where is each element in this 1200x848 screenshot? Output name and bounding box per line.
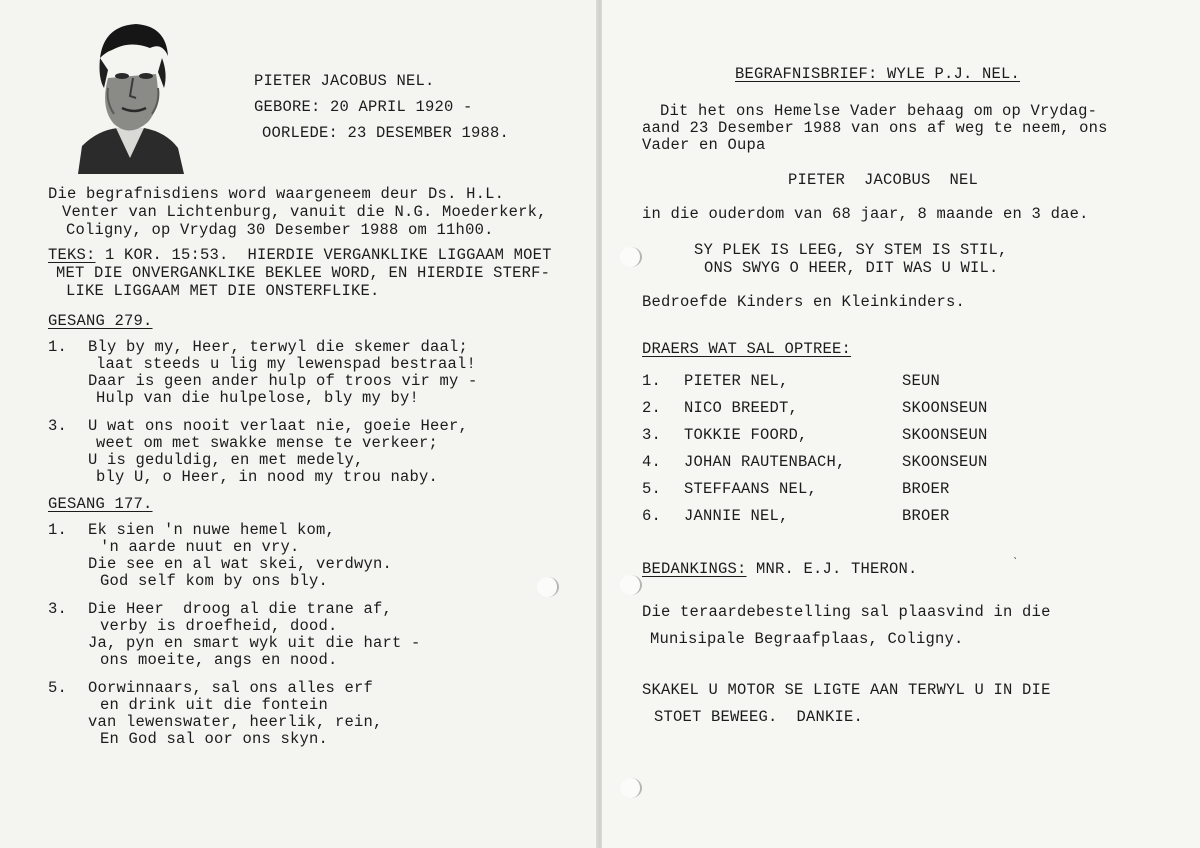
verse-line: U is geduldig, en met medely, — [88, 451, 364, 469]
verse-number: 3. — [48, 600, 68, 618]
stray-mark: ˋ — [1012, 556, 1020, 570]
scripture-text — [48, 247, 552, 264]
verse-line: Bly by my, Heer, terwyl die skemer daal; — [88, 338, 469, 356]
bearer-name: STEFFAANS NEL, — [684, 480, 818, 498]
deceased-name: PIETER JACOBUS NEL. — [254, 72, 435, 90]
bearer-number: 6. — [642, 507, 662, 525]
verse-line: Ek sien 'n nuwe hemel kom, — [88, 521, 336, 539]
thanks-text: MNR. E.J. THERON. — [746, 560, 918, 578]
burial-line: Die teraardebestelling sal plaasvind in die — [642, 603, 1051, 621]
verse-line: weet om met swakke mense te verkeer; — [96, 434, 439, 452]
death-date: OORLEDE: 23 DESEMBER 1988. — [262, 124, 510, 142]
verse-line: bly U, o Heer, in nood my trou naby. — [96, 468, 439, 486]
punch-hole — [620, 247, 642, 267]
memorial-verse-line: ONS SWYG O HEER, DIT WAS U WIL. — [704, 259, 999, 277]
verse-line: ons moeite, angs en nood. — [100, 651, 338, 669]
deceased-name-centered: PIETER JACOBUS NEL — [788, 171, 979, 189]
service-line: Coligny, op Vrydag 30 Desember 1988 om 11h00. — [66, 221, 494, 239]
hymn-title: GESANG 177. — [48, 495, 153, 513]
punch-hole — [620, 575, 642, 595]
letter-title: BEGRAFNISBRIEF: WYLE P.J. NEL. — [735, 65, 1021, 83]
age-line: in die ouderdom van 68 jaar, 8 maande en 3 dae. — [642, 205, 1089, 223]
verse-line: Die Heer droog al die trane af, — [88, 600, 393, 618]
burial-line: Munisipale Begraafplaas, Coligny. — [650, 630, 964, 648]
verse-line: 'n aarde nuut en vry. — [100, 538, 300, 556]
verse-line: En God sal oor ons skyn. — [100, 730, 329, 748]
verse-line: U wat ons nooit verlaat nie, goeie Heer, — [88, 417, 469, 435]
verse-line: Daar is geen ander hulp of troos vir my - — [88, 372, 478, 390]
intro-line: Dit het ons Hemelse Vader behaag om op Vrydag- — [660, 102, 1098, 120]
hymn-title: GESANG 279. — [48, 312, 153, 330]
bearer-number: 5. — [642, 480, 662, 498]
service-line: Venter van Lichtenburg, vanuit die N.G. Moederkerk, — [62, 203, 547, 221]
thanks-line — [642, 561, 918, 578]
portrait-photo — [78, 18, 184, 174]
intro-line: aand 23 Desember 1988 van ons af weg te neem, ons — [642, 119, 1108, 137]
bearer-relation: SEUN — [902, 372, 941, 390]
scripture-line: LIKE LIGGAAM MET DIE ONSTERFLIKE. — [66, 282, 380, 300]
verse-number: 3. — [48, 417, 68, 435]
scripture-line: MET DIE ONVERGANKLIKE BEKLEE WORD, EN HIERDIE STERF- — [56, 264, 551, 282]
verse-line: van lewenswater, heerlik, rein, — [88, 713, 383, 731]
verse-line: God self kom by ons bly. — [100, 572, 329, 590]
scripture-label: TEKS: — [48, 246, 96, 264]
bearer-number: 4. — [642, 453, 662, 471]
punch-hole — [537, 577, 559, 597]
notice-line: STOET BEWEEG. DANKIE. — [654, 708, 864, 726]
family-line: Bedroefde Kinders en Kleinkinders. — [642, 293, 966, 311]
verse-line: laat steeds u lig my lewenspad bestraal! — [96, 355, 477, 373]
bearer-number: 1. — [642, 372, 662, 390]
bearer-relation: SKOONSEUN — [902, 426, 988, 444]
verse-line: Ja, pyn en smart wyk uit die hart - — [88, 634, 421, 652]
bearer-name: TOKKIE FOORD, — [684, 426, 808, 444]
verse-line: Oorwinnaars, sal ons alles erf — [88, 679, 374, 697]
verse-line: Die see en al wat skei, verdwyn. — [88, 555, 393, 573]
bearer-name: NICO BREEDT, — [684, 399, 799, 417]
bearers-title: DRAERS WAT SAL OPTREE: — [642, 340, 852, 358]
verse-line: verby is droefheid, dood. — [100, 617, 338, 635]
birth-date: GEBORE: 20 APRIL 1920 - — [254, 98, 473, 116]
verse-number: 5. — [48, 679, 68, 697]
bearer-name: JANNIE NEL, — [684, 507, 789, 525]
verse-number: 1. — [48, 338, 68, 356]
bearer-number: 3. — [642, 426, 662, 444]
notice-line: SKAKEL U MOTOR SE LIGTE AAN TERWYL U IN DIE — [642, 681, 1051, 699]
bearer-relation: SKOONSEUN — [902, 453, 988, 471]
memorial-verse-line: SY PLEK IS LEEG, SY STEM IS STIL, — [694, 241, 1008, 259]
bearer-name: JOHAN RAUTENBACH, — [684, 453, 846, 471]
bearer-relation: SKOONSEUN — [902, 399, 988, 417]
right-page — [602, 0, 1200, 848]
verse-line: en drink uit die fontein — [100, 696, 329, 714]
thanks-label: BEDANKINGS: — [642, 560, 747, 578]
verse-number: 1. — [48, 521, 68, 539]
verse-line: Hulp van die hulpelose, bly my by! — [96, 389, 420, 407]
scripture-line: 1 KOR. 15:53. HIERDIE VERGANKLIKE LIGGAAM MOET — [95, 246, 552, 264]
bearer-relation: BROER — [902, 480, 950, 498]
punch-hole — [620, 778, 642, 798]
bearer-relation: BROER — [902, 507, 950, 525]
bearer-number: 2. — [642, 399, 662, 417]
bearer-name: PIETER NEL, — [684, 372, 789, 390]
intro-line: Vader en Oupa — [642, 136, 766, 154]
service-line: Die begrafnisdiens word waargeneem deur Ds. H.L. — [48, 185, 505, 203]
left-page — [0, 0, 598, 848]
